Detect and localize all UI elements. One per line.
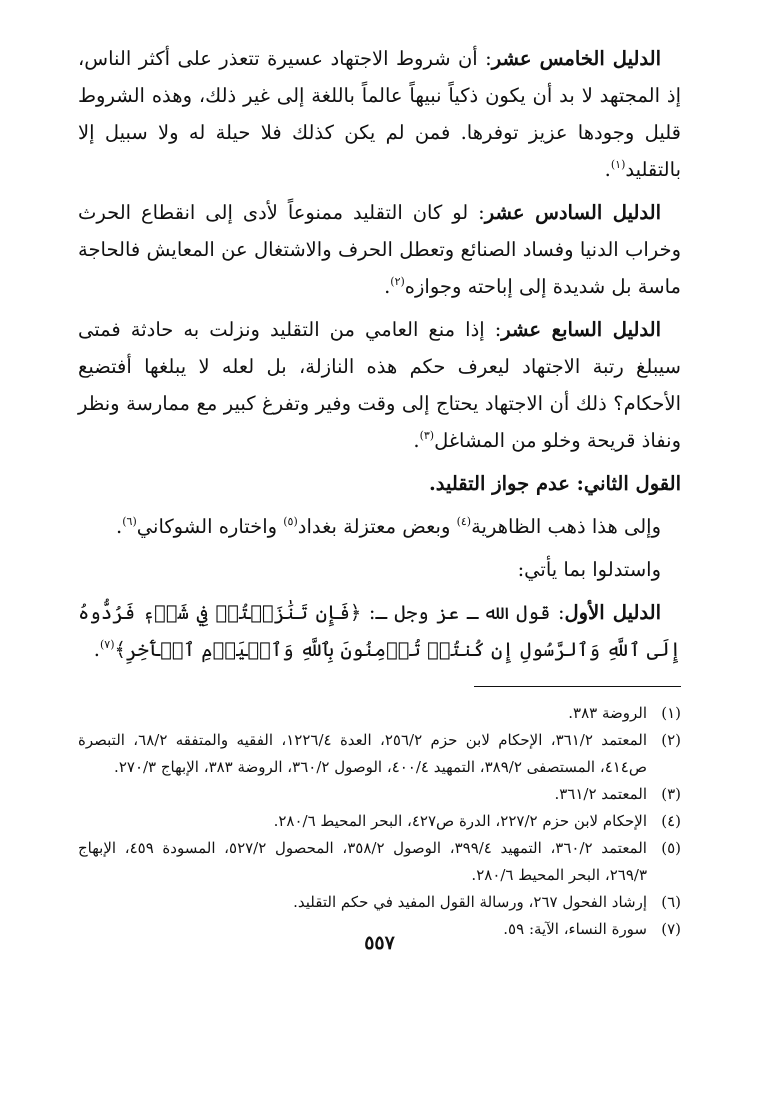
footnotes — [78, 700, 681, 943]
footnote-5 — [78, 835, 681, 889]
footnote-3 — [78, 781, 681, 808]
footnote-text: إرشاد الفحول ٢٦٧، ورسالة القول المفيد في حكم التقليد. — [293, 893, 647, 911]
paragraph-zahiriyya: وإلى هذا ذهب الظاهرية$^{(٤)}$ وبعض معتزلة بغداد$^{(٥)}$ واختاره الشوكاني$^{(٦)}$. — [116, 515, 661, 538]
paragraph-first-evidence: الدليل الأول: قول الله ـ عز وجل ـ: ﴿فَإِن تَنَٰزَعۡتُمۡ فِي شَيۡءٖ فَرُدُّوهُ إِلَى ٱللَّهِ وَٱلرَّسُولِ إِن كُنتُمۡ تُؤۡمِنُونَ بِٱللَّهِ وَٱلۡيَوۡمِ ٱلۡأٓخِرِ﴾$^{(٧)}$. — [78, 601, 681, 661]
footnote-ref[interactable]: (٧) — [99, 638, 115, 651]
paragraph-text: : أن شروط الاجتهاد عسيرة تتعذر على أكثر الناس، إذ المجتهد لا بد أن يكون ذكياً نبيهاً عالماً باللغة إلى غير ذلك، وهذه الشروط قليل وجودها عزيز توفرها. فمن لم يكن كذلك فلا حيلة له ولا سبيل إلا بالتقليد — [78, 47, 681, 181]
footnote-2 — [78, 727, 681, 781]
evidence-heading: الدليل السابع عشر — [501, 318, 661, 341]
footnote-number: (٦) — [661, 893, 681, 911]
footnote-number: (٤) — [661, 812, 681, 830]
footnote-text: سورة النساء، الآية: ٥٩. — [503, 920, 647, 938]
footnote-number: (٧) — [661, 920, 681, 938]
footnote-number: (٥) — [661, 839, 681, 857]
footnote-ref[interactable]: (٢) — [390, 275, 405, 288]
quran-verse: ﴿فَإِن تَنَٰزَعۡتُمۡ فِي شَيۡءٖ فَرُدُّوهُ إِلَى ٱللَّهِ وَٱلرَّسُولِ إِن كُنتُمۡ تُؤۡمِنُونَ بِٱللَّهِ وَٱلۡيَوۡمِ ٱلۡأٓخِرِ﴾ — [78, 601, 681, 661]
footnote-text: الروضة ٣٨٣. — [568, 704, 647, 722]
footnote-ref[interactable]: (٤) — [456, 515, 472, 528]
footnote-ref[interactable]: (١) — [610, 158, 626, 171]
paragraph-seventeenth-evidence: الدليل السابع عشر: إذا منع العامي من التقليد ونزلت به حادثة فمتى سيبلغ رتبة الاجتهاد ليعرف حكم هذه النازلة، بل لعله لا يبلغها أفتضيع الأحكام؟ ذلك أن الاجتهاد يحتاج إلى وقت وفير وتفرغ كبير مع ممارسة ونظر ونفاذ قريحة وخلو من المشاغل$^{(٣)}$. — [78, 318, 681, 452]
paragraph-evidence-intro: واستدلوا بما يأتي: — [517, 558, 661, 581]
footnote-number: (١) — [661, 704, 681, 722]
page-number: ٥٥٧ — [364, 932, 395, 954]
footnote-text: المعتمد ٣٦١/٢، الإحكام لابن حزم ٢٥٦/٢، العدة ١٢٢٦/٤، الفقيه والمتفقه ٦٨/٢، التبصرة ص٤١٤، المستصفى ٣٨٩/٢، التمهيد ٤٠٠/٤، الوصول ٣٦٠/٢، الروضة ٣٨٣، الإبهاج ٢٧٠/٣. — [78, 731, 647, 776]
evidence-heading: الدليل الخامس عشر — [491, 47, 661, 70]
footnote-ref[interactable]: (٥) — [283, 515, 298, 528]
footnote-ref[interactable]: (٣) — [419, 429, 435, 442]
footnote-1 — [78, 700, 681, 727]
footnote-ref[interactable]: (٦) — [122, 515, 137, 528]
evidence-heading: الدليل السادس عشر — [484, 201, 661, 224]
footnote-4 — [78, 808, 681, 835]
paragraph-text: : لو كان التقليد ممنوعاً لأدى إلى انقطاع الحرث وخراب الدنيا وفساد الصنائع وتعطل الحرف والاشتغال عن المعايش فالحاجة ماسة بل شديدة إلى إباحته وجوازه — [78, 201, 681, 298]
second-opinion-heading: القول الثاني: عدم جواز التقليد. — [428, 472, 681, 495]
paragraph-fifteenth-evidence: الدليل الخامس عشر: أن شروط الاجتهاد عسيرة تتعذر على أكثر الناس، إذ المجتهد لا بد أن يكون ذكياً نبيهاً عالماً باللغة إلى غير ذلك، وهذه الشروط قليل وجودها عزيز توفرها. فمن لم يكن كذلك فلا حيلة له ولا سبيل إلا بالتقليد$^{(١)}$. — [78, 47, 681, 181]
paragraph-sixteenth-evidence: الدليل السادس عشر: لو كان التقليد ممنوعاً لأدى إلى انقطاع الحرث وخراب الدنيا وفساد الصنائع وتعطل الحرف والاشتغال عن المعايش فالحاجة ماسة بل شديدة إلى إباحته وجوازه$^{(٢)}$. — [78, 201, 681, 298]
footnote-text: المعتمد ٣٦٠/٢، التمهيد ٣٩٩/٤، الوصول ٣٥٨/٢، المحصول ٥٢٧/٢، المسودة ٤٥٩، الإبهاج ٢٦٩/٣، البحر المحيط ٢٨٠/٦. — [78, 839, 647, 884]
footnote-number: (٢) — [661, 731, 681, 749]
footnote-text: الإحكام لابن حزم ٢٢٧/٢، الدرة ص٤٢٧، البحر المحيط ٢٨٠/٦. — [273, 812, 647, 830]
footnote-6 — [78, 889, 681, 916]
evidence-heading: الدليل الأول — [564, 601, 661, 624]
footnote-separator — [474, 686, 681, 687]
footnote-number: (٣) — [661, 785, 681, 803]
footnote-text: المعتمد ٣٦١/٢. — [554, 785, 647, 803]
paragraph-text: : إذا منع العامي من التقليد ونزلت به حادثة فمتى سيبلغ رتبة الاجتهاد ليعرف حكم هذه النازلة، بل لعله لا يبلغها أفتضيع الأحكام؟ ذلك أن الاجتهاد يحتاج إلى وقت وفير وتفرغ كبير مع ممارسة ونظر ونفاذ قريحة وخلو من المشاغل — [78, 318, 681, 452]
document-page — [78, 40, 681, 1080]
